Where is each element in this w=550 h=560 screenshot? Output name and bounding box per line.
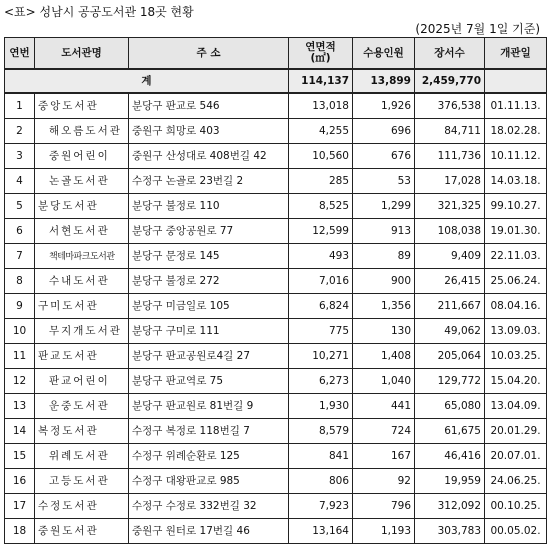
row-opened: 14.03.18. (485, 169, 547, 194)
row-books: 312,092 (415, 494, 485, 519)
header-name: 도서관명 (35, 38, 129, 70)
library-name-text: 판교도서관 (38, 350, 99, 362)
row-address: 중원구 산성대로 408번길 42 (129, 144, 289, 169)
row-opened: 00.10.25. (485, 494, 547, 519)
row-no: 17 (5, 494, 35, 519)
row-no: 12 (5, 369, 35, 394)
row-books: 46,416 (415, 444, 485, 469)
row-no: 15 (5, 444, 35, 469)
row-books: 211,667 (415, 294, 485, 319)
table-caption: <표> 성남시 공공도서관 18곳 현황 (4, 5, 194, 19)
library-name-text: 책테마파크도서관 (49, 251, 115, 262)
library-name-text: 분당도서관 (38, 200, 99, 212)
table-row (5, 494, 547, 519)
row-area: 7,923 (289, 494, 353, 519)
row-opened: 24.06.25. (485, 469, 547, 494)
library-name-text: 구미도서관 (38, 300, 99, 312)
row-capacity: 1,926 (353, 93, 415, 119)
row-address: 수정구 대왕판교로 985 (129, 469, 289, 494)
row-no: 18 (5, 519, 35, 544)
row-area: 10,560 (289, 144, 353, 169)
row-capacity: 53 (353, 169, 415, 194)
row-opened: 10.11.12. (485, 144, 547, 169)
row-area: 6,824 (289, 294, 353, 319)
row-address: 중원구 희망로 403 (129, 119, 289, 144)
row-no: 11 (5, 344, 35, 369)
row-library-name (35, 369, 129, 394)
row-no: 5 (5, 194, 35, 219)
row-library-name (35, 494, 129, 519)
row-library-name (35, 294, 129, 319)
row-area: 10,271 (289, 344, 353, 369)
total-area: 114,137 (289, 69, 353, 93)
table-row (5, 119, 547, 144)
row-no: 4 (5, 169, 35, 194)
row-area: 6,273 (289, 369, 353, 394)
row-address: 분당구 판교로 546 (129, 93, 289, 119)
row-opened: 10.03.25. (485, 344, 547, 369)
row-no: 9 (5, 294, 35, 319)
row-no: 10 (5, 319, 35, 344)
row-library-name (35, 144, 129, 169)
row-opened: 25.06.24. (485, 269, 547, 294)
total-books: 2,459,770 (415, 69, 485, 93)
row-address: 분당구 판교공원로4길 27 (129, 344, 289, 369)
row-address: 수정구 논골로 23번길 2 (129, 169, 289, 194)
table-row (5, 269, 547, 294)
table-row (5, 469, 547, 494)
row-opened: 99.10.27. (485, 194, 547, 219)
row-address: 분당구 판교원로 81번길 9 (129, 394, 289, 419)
row-capacity: 1,040 (353, 369, 415, 394)
row-capacity: 1,299 (353, 194, 415, 219)
total-capacity: 13,899 (353, 69, 415, 93)
header-capacity: 수용인원 (353, 38, 415, 70)
library-name-text: 해오름도서관 (49, 125, 122, 137)
table-row (5, 144, 547, 169)
library-name-text: 서현도서관 (49, 225, 110, 237)
row-address: 분당구 문정로 145 (129, 244, 289, 269)
row-capacity: 696 (353, 119, 415, 144)
row-opened: 08.04.16. (485, 294, 547, 319)
row-books: 108,038 (415, 219, 485, 244)
row-library-name (35, 469, 129, 494)
row-books: 65,080 (415, 394, 485, 419)
library-name-text: 고등도서관 (49, 475, 110, 487)
row-library-name (35, 269, 129, 294)
table-row (5, 294, 547, 319)
row-area: 8,579 (289, 419, 353, 444)
row-books: 19,959 (415, 469, 485, 494)
table-row (5, 369, 547, 394)
row-library-name (35, 194, 129, 219)
row-library-name (35, 93, 129, 119)
row-opened: 13.09.03. (485, 319, 547, 344)
row-capacity: 796 (353, 494, 415, 519)
row-address: 분당구 불정로 110 (129, 194, 289, 219)
row-library-name (35, 119, 129, 144)
row-books: 17,028 (415, 169, 485, 194)
table-row (5, 519, 547, 544)
header-row (5, 38, 547, 70)
row-address: 수정구 수정로 332번길 32 (129, 494, 289, 519)
library-name-text: 운중도서관 (49, 400, 110, 412)
table-row (5, 169, 547, 194)
library-name-text: 무지개도서관 (49, 325, 122, 337)
row-capacity: 724 (353, 419, 415, 444)
row-address: 중원구 원터로 17번길 46 (129, 519, 289, 544)
row-no: 8 (5, 269, 35, 294)
row-library-name (35, 169, 129, 194)
row-capacity: 167 (353, 444, 415, 469)
table-row (5, 419, 547, 444)
library-name-text: 중원어린이 (49, 150, 110, 162)
row-address: 수정구 위례순환로 125 (129, 444, 289, 469)
row-capacity: 441 (353, 394, 415, 419)
row-area: 7,016 (289, 269, 353, 294)
table-row (5, 244, 547, 269)
row-address: 분당구 구미로 111 (129, 319, 289, 344)
library-name-text: 위례도서관 (49, 450, 110, 462)
row-books: 9,409 (415, 244, 485, 269)
table-row (5, 219, 547, 244)
row-books: 26,415 (415, 269, 485, 294)
table-row (5, 194, 547, 219)
row-area: 12,599 (289, 219, 353, 244)
total-label: 계 (5, 69, 289, 93)
row-address: 분당구 판교역로 75 (129, 369, 289, 394)
row-capacity: 130 (353, 319, 415, 344)
row-books: 49,062 (415, 319, 485, 344)
table-row (5, 444, 547, 469)
library-table (4, 37, 547, 544)
row-area: 493 (289, 244, 353, 269)
row-books: 84,711 (415, 119, 485, 144)
library-name-text: 수내도서관 (49, 275, 110, 287)
row-address: 분당구 중앙공원로 77 (129, 219, 289, 244)
reference-date: (2025년 7월 1일 기준) (415, 22, 540, 36)
row-no: 13 (5, 394, 35, 419)
row-no: 16 (5, 469, 35, 494)
row-capacity: 92 (353, 469, 415, 494)
row-area: 8,525 (289, 194, 353, 219)
row-area: 13,164 (289, 519, 353, 544)
row-library-name (35, 444, 129, 469)
header-address: 주 소 (129, 38, 289, 70)
row-capacity: 900 (353, 269, 415, 294)
row-opened: 00.05.02. (485, 519, 547, 544)
row-opened: 20.01.29. (485, 419, 547, 444)
row-books: 129,772 (415, 369, 485, 394)
row-address: 분당구 불정로 272 (129, 269, 289, 294)
row-opened: 01.11.13. (485, 93, 547, 119)
row-area: 775 (289, 319, 353, 344)
row-library-name (35, 219, 129, 244)
row-area: 1,930 (289, 394, 353, 419)
row-opened: 22.11.03. (485, 244, 547, 269)
row-capacity: 89 (353, 244, 415, 269)
row-books: 321,325 (415, 194, 485, 219)
row-library-name (35, 344, 129, 369)
row-books: 111,736 (415, 144, 485, 169)
row-capacity: 676 (353, 144, 415, 169)
row-opened: 18.02.28. (485, 119, 547, 144)
library-name-text: 복정도서관 (38, 425, 99, 437)
row-library-name (35, 244, 129, 269)
row-area: 285 (289, 169, 353, 194)
library-name-text: 중앙도서관 (38, 100, 99, 112)
row-no: 2 (5, 119, 35, 144)
row-address: 분당구 미금일로 105 (129, 294, 289, 319)
row-opened: 20.07.01. (485, 444, 547, 469)
header-books: 장서수 (415, 38, 485, 70)
table-row (5, 93, 547, 119)
table-row (5, 344, 547, 369)
row-opened: 15.04.20. (485, 369, 547, 394)
row-library-name (35, 519, 129, 544)
library-name-text: 수정도서관 (38, 500, 99, 512)
total-row (5, 69, 547, 93)
row-books: 61,675 (415, 419, 485, 444)
header-no: 연번 (5, 38, 35, 70)
row-no: 3 (5, 144, 35, 169)
row-area: 806 (289, 469, 353, 494)
row-address: 수정구 복정로 118번길 7 (129, 419, 289, 444)
row-library-name (35, 319, 129, 344)
row-opened: 13.04.09. (485, 394, 547, 419)
header-opened: 개관일 (485, 38, 547, 70)
row-capacity: 913 (353, 219, 415, 244)
row-books: 205,064 (415, 344, 485, 369)
library-name-text: 논골도서관 (49, 175, 110, 187)
table-row (5, 319, 547, 344)
row-no: 6 (5, 219, 35, 244)
row-library-name (35, 394, 129, 419)
row-area: 841 (289, 444, 353, 469)
row-capacity: 1,356 (353, 294, 415, 319)
row-area: 13,018 (289, 93, 353, 119)
row-no: 14 (5, 419, 35, 444)
table-row (5, 394, 547, 419)
row-books: 376,538 (415, 93, 485, 119)
row-no: 7 (5, 244, 35, 269)
row-capacity: 1,193 (353, 519, 415, 544)
row-capacity: 1,408 (353, 344, 415, 369)
row-area: 4,255 (289, 119, 353, 144)
library-name-text: 중원도서관 (38, 525, 99, 537)
row-books: 303,783 (415, 519, 485, 544)
library-name-text: 판교어린이 (49, 375, 110, 387)
total-opened (485, 69, 547, 93)
row-library-name (35, 419, 129, 444)
row-opened: 19.01.30. (485, 219, 547, 244)
header-area: 연면적 (㎡) (289, 38, 353, 70)
row-no: 1 (5, 93, 35, 119)
